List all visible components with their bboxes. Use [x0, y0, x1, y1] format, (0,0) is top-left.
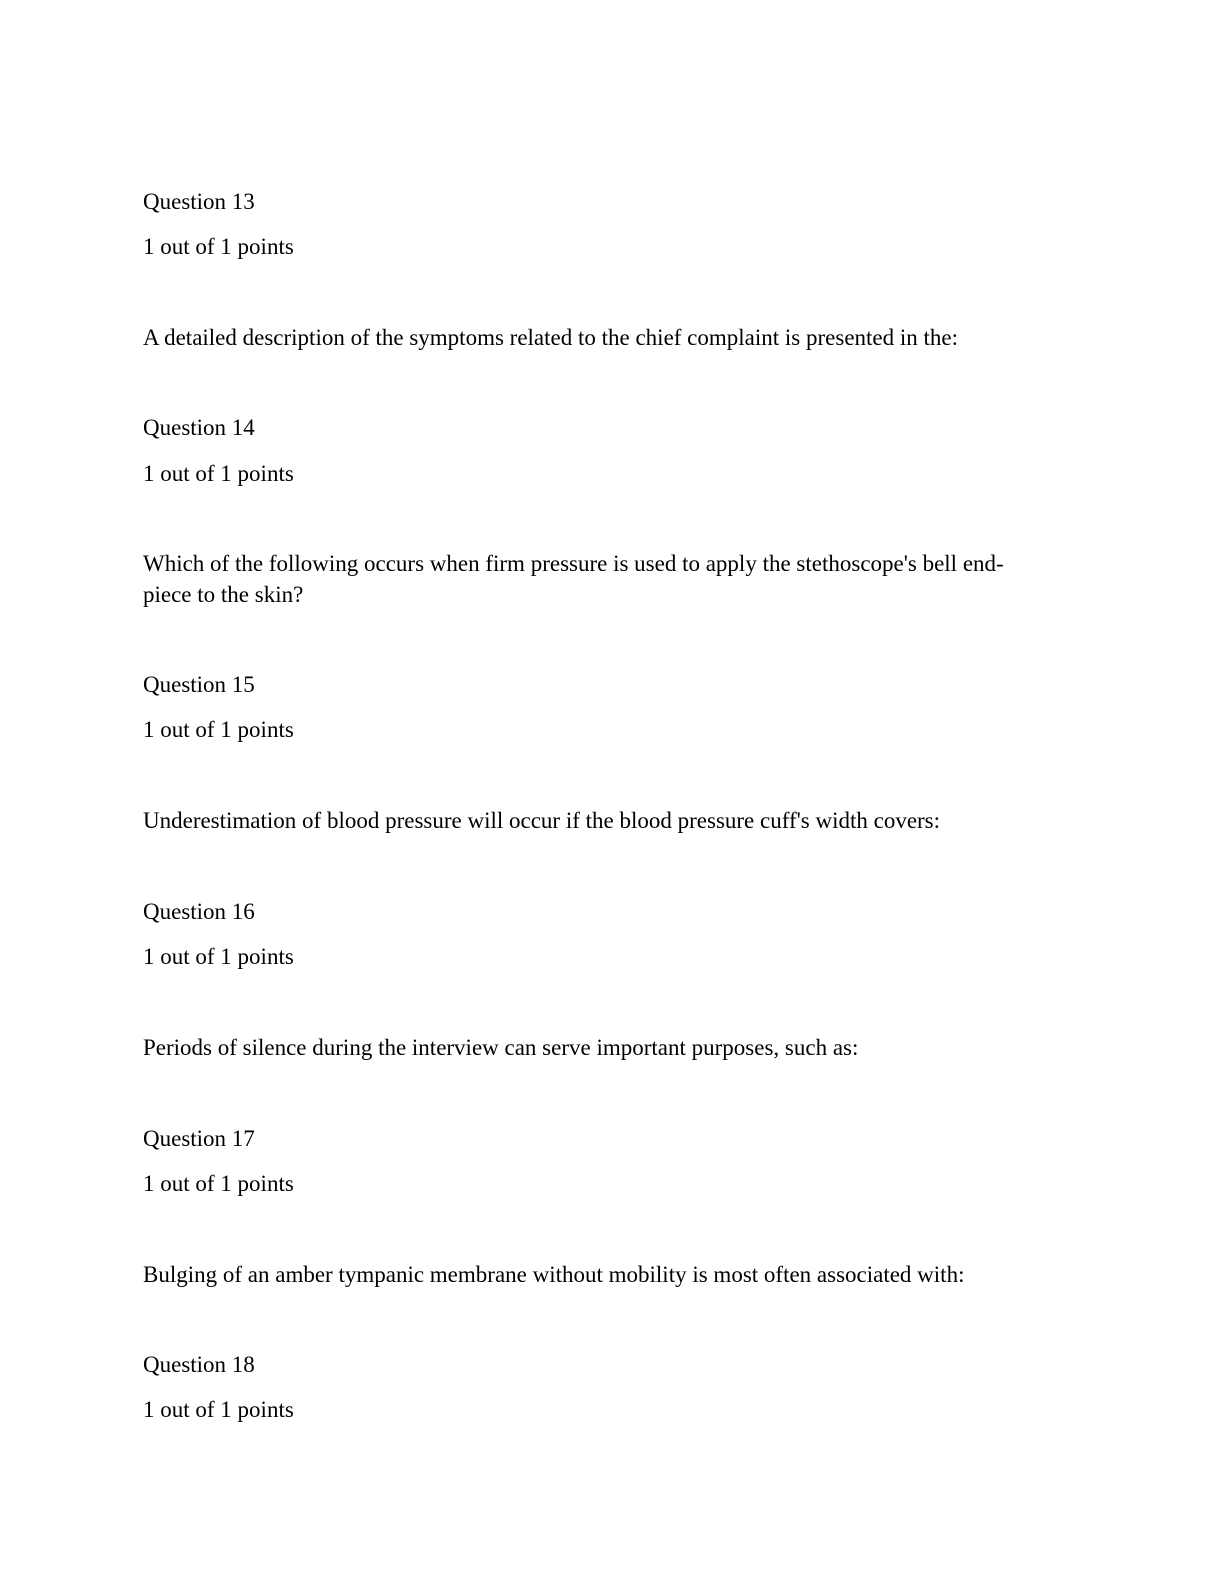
question-14-text-line-1: Which of the following occurs when firm pressure is used to apply the stethoscope's bell end-	[143, 551, 1004, 576]
question-15-title: Question 15	[143, 672, 255, 697]
question-18-points: 1 out of 1 points	[143, 1397, 294, 1422]
question-14-text-line-2: piece to the skin?	[143, 582, 304, 607]
question-14-points: 1 out of 1 points	[143, 461, 294, 486]
question-15-text: Underestimation of blood pressure will occur if the blood pressure cuff's width covers:	[143, 808, 941, 833]
question-17-title: Question 17	[143, 1126, 255, 1151]
question-13-title: Question 13	[143, 189, 255, 214]
question-15-points: 1 out of 1 points	[143, 717, 294, 742]
question-16-text: Periods of silence during the interview can serve important purposes, such as:	[143, 1035, 859, 1060]
question-16-points: 1 out of 1 points	[143, 944, 294, 969]
question-14-title: Question 14	[143, 415, 255, 440]
question-13-text: A detailed description of the symptoms related to the chief complaint is presented in the:	[143, 325, 959, 350]
question-13-points: 1 out of 1 points	[143, 234, 294, 259]
question-17-points: 1 out of 1 points	[143, 1171, 294, 1196]
question-17-text: Bulging of an amber tympanic membrane without mobility is most often associated with:	[143, 1262, 965, 1287]
question-16-title: Question 16	[143, 899, 255, 924]
question-18-title: Question 18	[143, 1352, 255, 1377]
